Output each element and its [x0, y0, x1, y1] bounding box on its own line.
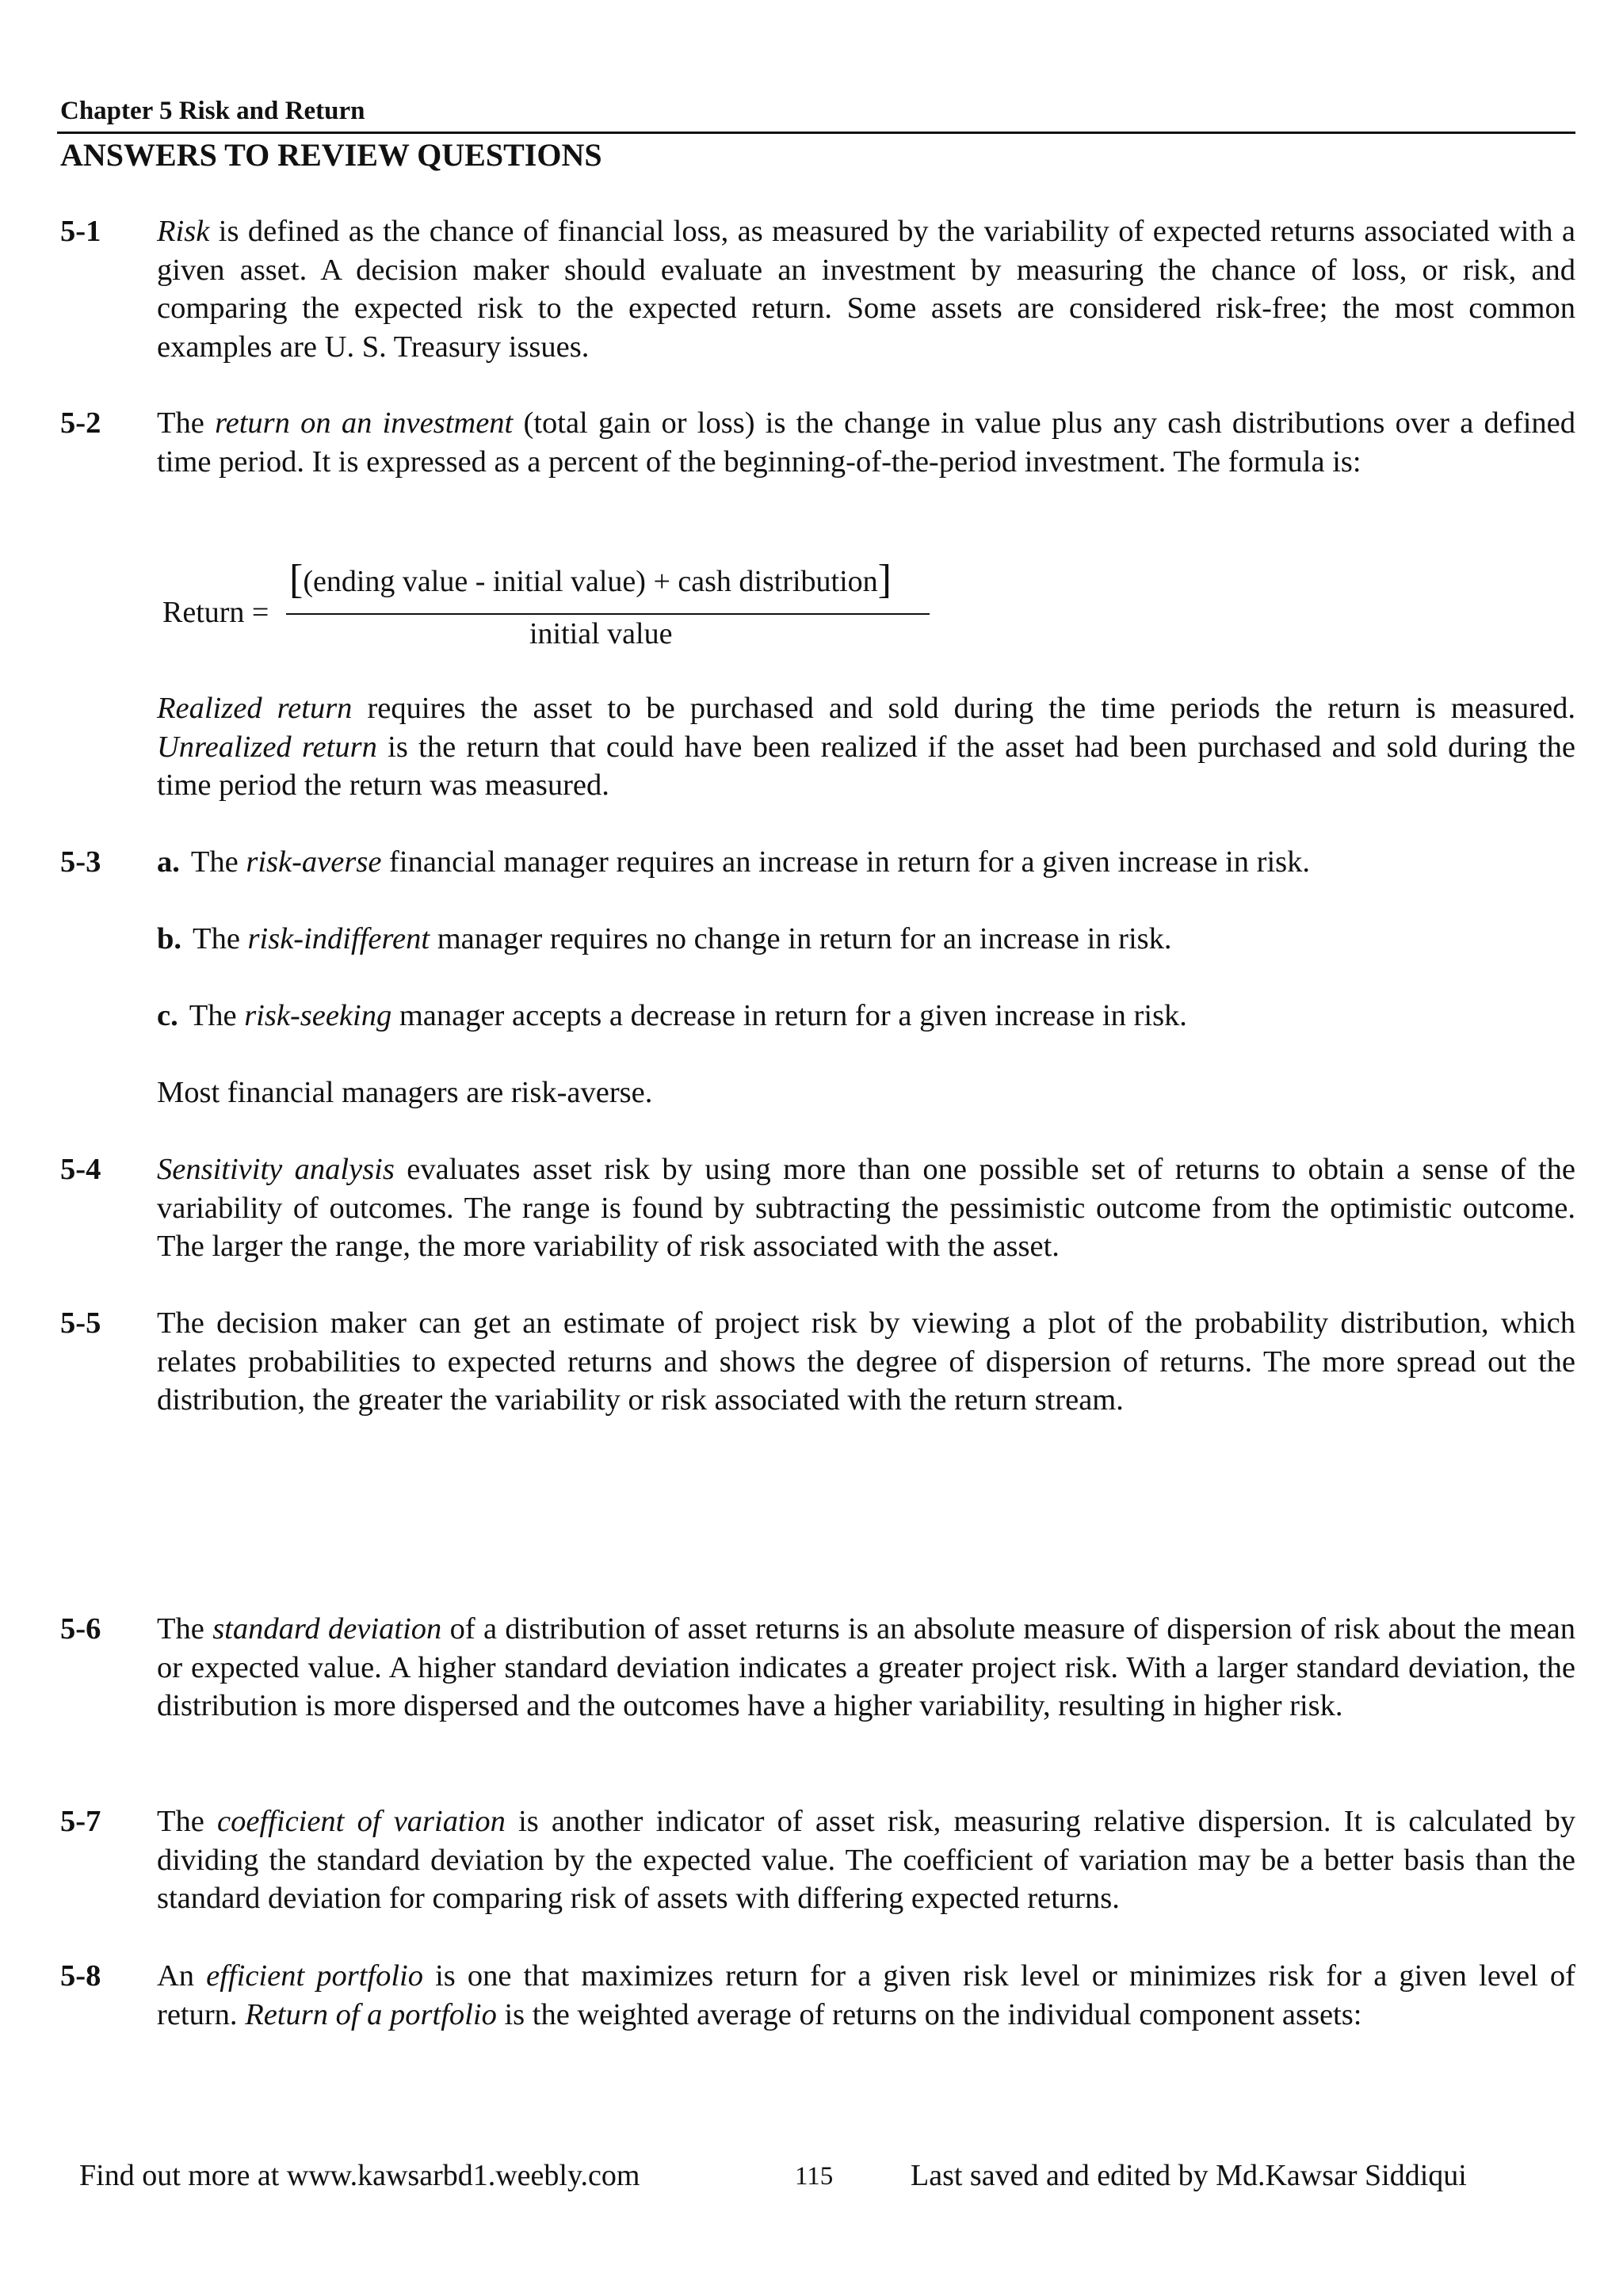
footer-website: Find out more at www.kawsarbd1.weebly.com [79, 2159, 640, 2192]
question-5-8 [57, 1957, 1575, 2034]
formula-lhs: Return = [162, 596, 269, 629]
answer-text: An efficient portfolio is one that maximizes return for a given risk level or minimizes risk for a given level of return. Return of a portfolio is the weighted average of returns on the individual component assets: [157, 1959, 1575, 2031]
key-term: Risk [157, 215, 210, 248]
formula-open-bracket: [ [289, 557, 304, 602]
answer-text: Risk is defined as the chance of financial loss, as measured by the variability of expected returns associated with a given asset. A decision maker should evaluate an investment by measuring the chance of loss, or risk, and comparing the expected risk to the expected return. Some assets are considered risk-free; the most common examples are U. S. Treasury issues. [157, 215, 1575, 364]
key-term: efficient portfolio [206, 1959, 423, 1993]
answer-text: Sensitivity analysis evaluates asset risk by using more than one possible set of returns to obtain a sense of the variability of outcomes. The range is found by subtracting the pessimistic outcome from the optimistic outcome. The larger the range, the more variability of risk associated with the asset. [157, 1153, 1575, 1263]
key-term: standard deviation [212, 1612, 442, 1646]
question-number: 5-2 [60, 406, 101, 440]
question-5-4 [57, 1150, 1575, 1266]
answer-text: The return on an investment (total gain or loss) is the change in value plus any cash distributions over a defined time period. It is expressed as a percent of the beginning-of-the-period investment. The formula is: [157, 406, 1575, 479]
section-title: ANSWERS TO REVIEW QUESTIONS [60, 137, 602, 173]
key-term: risk-indifferent [247, 922, 430, 955]
key-term: coefficient of variation [217, 1805, 506, 1838]
question-number: 5-6 [60, 1612, 101, 1646]
footer-credit: Last saved and edited by Md.Kawsar Siddiqui [911, 2159, 1467, 2192]
page-number: 115 [795, 2162, 834, 2191]
answer-item-c: c. The risk-seeking manager accepts a decrease in return for a given increase in risk. [157, 999, 1187, 1032]
question-5-1 [57, 212, 1575, 366]
key-term: Sensitivity analysis [157, 1153, 395, 1186]
question-number: 5-5 [60, 1306, 101, 1340]
question-number: 5-8 [60, 1959, 101, 1993]
answer-text: The decision maker can get an estimate of project risk by viewing a plot of the probability distribution, which relates probabilities to expected returns and shows the degree of dispersion of returns. The more spread out the distribution, the greater the variability or risk associated with the return stream. [157, 1306, 1575, 1417]
formula-denominator: initial value [529, 617, 673, 650]
question-number: 5-4 [60, 1153, 101, 1186]
answer-closing: Most financial managers are risk-averse. [157, 1076, 653, 1109]
answer-text: The coefficient of variation is another indicator of asset risk, measuring relative dispersion. It is calculated by dividing the standard deviation by the expected value. The coefficient of variation may be a better basis than the standard deviation for comparing risk of assets with differing expected returns. [157, 1805, 1575, 1915]
question-5-7 [57, 1802, 1575, 1918]
answer-item-b: b. The risk-indifferent manager requires no change in return for an increase in risk. [157, 922, 1172, 955]
answer-item-a: a. The risk-averse financial manager requires an increase in return for a given increase in risk. [157, 845, 1311, 879]
return-formula [162, 553, 939, 664]
key-term: Return of a portfolio [245, 1997, 497, 2031]
formula-numerator: [(ending value - initial value) + cash distribution] [289, 557, 892, 602]
chapter-header: Chapter 5 Risk and Return [60, 97, 365, 125]
key-term: Unrealized return [157, 730, 377, 764]
answer-text: The standard deviation of a distribution of asset returns is an absolute measure of dispersion of risk about the mean or expected value. A higher standard deviation indicates a greater project risk. With a larger standard deviation, the distribution is more dispersed and the outcomes have a higher variability, resulting in higher risk. [157, 1612, 1575, 1722]
formula-close-bracket: ] [877, 557, 892, 602]
key-term: Realized return [157, 692, 353, 725]
question-5-5 [57, 1304, 1575, 1420]
question-number: 5-1 [60, 215, 101, 248]
key-term: risk-seeking [244, 999, 392, 1032]
question-5-6 [57, 1610, 1575, 1726]
answer-text: Realized return requires the asset to be purchased and sold during the time periods the return is measured. Unrealized return is the return that could have been realized if the asset had been purchased and sold during the time period the return was measured. [157, 692, 1575, 802]
question-5-2 [57, 404, 1575, 481]
key-term: return on an investment [215, 406, 514, 440]
question-number: 5-7 [60, 1805, 101, 1838]
key-term: risk-averse [246, 845, 382, 879]
question-5-2-continued [57, 689, 1575, 805]
header-rule [57, 132, 1575, 134]
fraction-line [286, 613, 930, 615]
question-number: 5-3 [60, 845, 101, 879]
